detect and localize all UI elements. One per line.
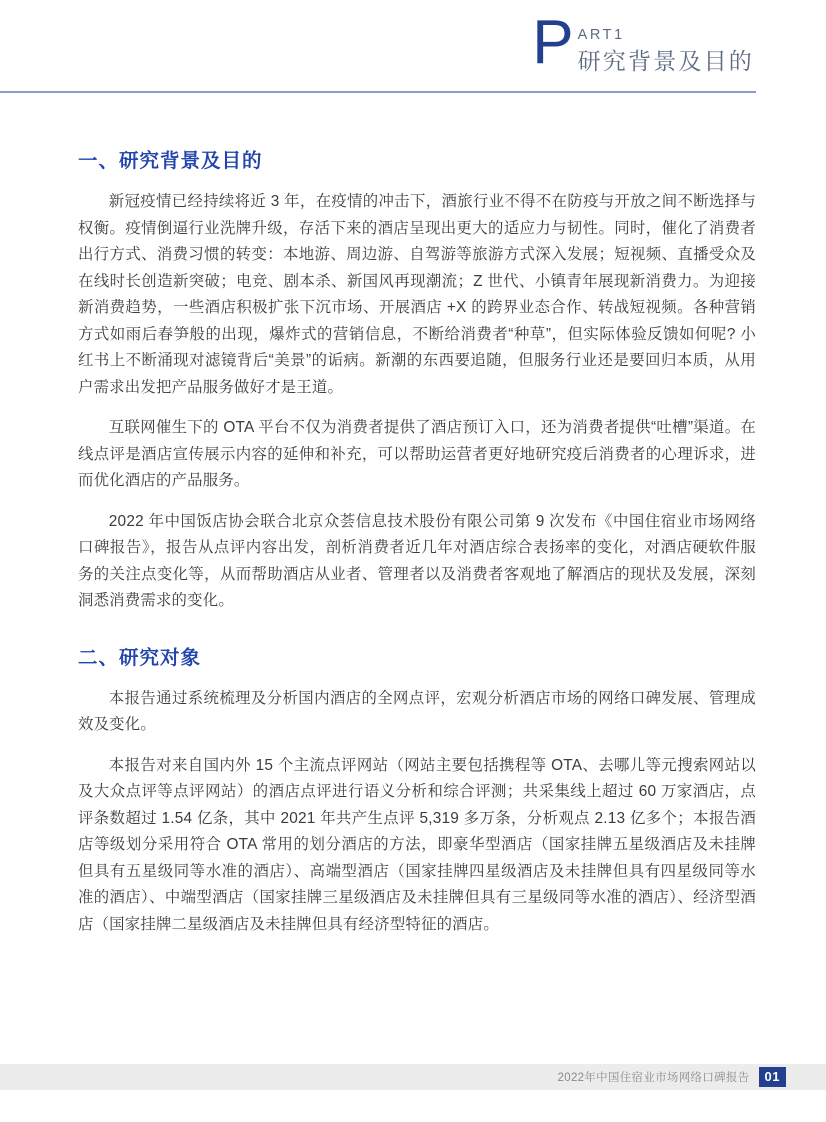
paragraph: 新冠疫情已经持续将近 3 年，在疫情的冲击下，酒旅行业不得不在防疫与开放之间不断选择与权衡。疫情倒逼行业洗牌升级，存活下来的酒店呈现出更大的适应力与韧性。同时，催化了消费者出行方式、消费习惯的转变：本地游、周边游、自驾游等旅游方式深入发展；短视频、直播受众及在线时长创造新突破；电竞、剧本杀、新国风再现潮流；Z 世代、小镇青年展现新消费力。为迎接新消费趋势，一些酒店积极扩张下沉市场、开展酒店 +X 的跨界业态合作、转战短视频。各种营销方式如雨后春笋般的出现，爆炸式的营销信息，不断给消费者“种草”，但实际体验反馈如何呢? 小红书上不断涌现对滤镜背后“美景”的诟病。新潮的东西要追随，但服务行业还是要回归本质，从用户需求出发把产品服务做好才是王道。 xyxy=(78,193,756,396)
footer-content xyxy=(558,1064,786,1090)
paragraph: 本报告对来自国内外 15 个主流点评网站（网站主要包括携程等 OTA、去哪儿等元搜索网站以及大众点评等点评网站）的酒店点评进行语义分析和综合评测；共采集线上超过 60 万家酒店，点评条数超过 1.54 亿条，其中 2021 年共产生点评 5,319 多万条，分析观点 2.13 亿多个；本报告酒店等级划分采用符合 OTA 常用的划分酒店的方法，即豪华型酒店（国家挂牌五星级酒店及未挂牌但具有五星级同等水准的酒店）、高端型酒店（国家挂牌四星级酒店及未挂牌但具有四星级同等水准的酒店）、中端型酒店（国家挂牌三星级酒店及未挂牌但具有三星级同等水准的酒店）、经济型酒店（国家挂牌二星级酒店及未挂牌但具有经济型特征的酒店。 xyxy=(78,756,756,933)
header-divider-rule xyxy=(0,91,756,93)
part-initial-letter: P xyxy=(532,8,573,77)
footer-report-title: 2022年中国住宿业市场网络口碑报告 xyxy=(557,1072,750,1084)
paragraph: 本报告通过系统梳理及分析国内酒店的全网点评，宏观分析酒店市场的网络口碑发展、管理成效及变化。 xyxy=(78,689,756,734)
paragraph: 互联网催生下的 OTA 平台不仅为消费者提供了酒店预订入口，还为消费者提供“吐槽”渠道。在线点评是酒店宣传展示内容的延伸和补充，可以帮助运营者更好地研究疫后消费者的心理诉求，进而优化酒店的产品服务。 xyxy=(78,419,756,490)
part-label: ART1 xyxy=(577,27,625,43)
page-header xyxy=(0,0,826,92)
part-title-chinese: 研究背景及目的 xyxy=(577,47,754,74)
section-heading-2: 二、研究对象 xyxy=(78,646,202,669)
document-body xyxy=(78,148,756,938)
section-heading-1: 一、研究背景及目的 xyxy=(78,150,263,172)
page-number-badge: 01 xyxy=(759,1067,786,1087)
paragraph: 2022 年中国饭店协会联合北京众荟信息技术股份有限公司第 9 次发布《中国住宿业市场网络口碑报告》，报告从点评内容出发，剖析消费者近几年对酒店综合表扬率的变化，对酒店硬软件服务的关注点变化等，从而帮助酒店从业者、管理者以及消费者客观地了解酒店的现状及发展，深刻洞悉消费需求的变化。 xyxy=(78,512,756,610)
page-footer xyxy=(0,1064,826,1090)
part-header-block xyxy=(532,8,754,77)
part-header-text xyxy=(578,22,754,76)
